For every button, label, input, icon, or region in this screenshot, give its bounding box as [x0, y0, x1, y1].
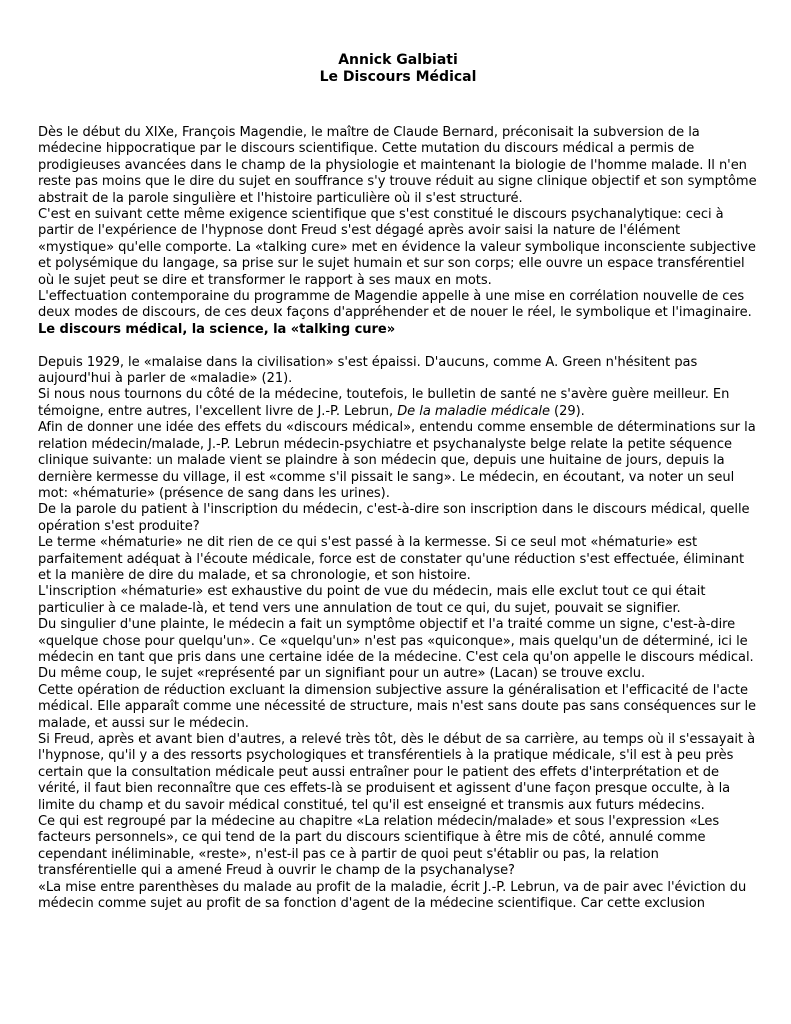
paragraph-psychanalyse: C'est en suivant cette même exigence scientifique que s'est constitué le discours psychanalytique: ceci à partir de l'expérience de l'hypnose dont Freud s'est dégagé après avoir saisi la nature de l'élément «mystique» qu'elle comporte. La «talking cure» met en évidence la valeur symbolique inconsciente subjective et polysémique du langage, sa prise sur le sujet humain et sur son corps; elle ouvre un espace transférentiel où le sujet peut se dire et transformer le rapport à ses maux en mots. [38, 207, 756, 288]
blank-line [38, 338, 758, 354]
document-body [38, 125, 758, 912]
paragraph-du-singulier: Du singulier d'une plainte, le médecin a fait un symptôme objectif et l'a traité comme un signe, c'est-à-dire «quelque chose pour quelqu'un». Ce «quelqu'un» n'est pas «quiconque», mais quelqu'un de déterminé, ici le médecin en tant que pris dans une certaine idée de la médecine. C'est cela qu'on appelle le discours médical. Du même coup, le sujet «représenté par un signifiant pour un autre» (Lacan) se trouve exclu. [38, 617, 754, 682]
paragraph-ce-qui-est: Ce qui est regroupé par la médecine au chapitre «La relation médecin/malade» et sous l'expression «Les facteurs personnels», ce qui tend de la part du discours scientifique à être mis de côté, annulé comme cependant inéliminable, «reste», n'est-il pas ce à partir de quoi peut s'établir ou pas, la relation transférentielle qui a amené Freud à ouvrir le champ de la psychanalyse? [38, 814, 720, 879]
author-name: Annick Galbiati [338, 52, 458, 68]
paragraph-le-terme: Le terme «hématurie» ne dit rien de ce qui s'est passé à la kermesse. Si ce seul mot «hématurie» est parfaitement adéquat à l'écoute médicale, force est de constater qu'une réduction s'est effectuée, éliminant et la manière de dire du malade, et sa chronologie, et son histoire. [38, 535, 745, 583]
paragraph-si-nous-citation: (29). [549, 403, 585, 419]
paragraph-depuis-1929: Depuis 1929, le «malaise dans la civilisation» s'est épaissi. D'aucuns, comme A. Green n'hésitent pas aujourd'hui à parler de «maladie» (21). [38, 354, 698, 387]
book-title: De la maladie médicale [397, 403, 550, 419]
title-block [38, 52, 758, 86]
paragraph-afin: Afin de donner une idée des effets du «discours médical», entendu comme ensemble de déterminations sur la relation médecin/malade, J.-P. Lebrun médecin-psychiatre et psychanalyste belge relate la petite séquence clinique suivante: un malade vient se plaindre à son médecin que, depuis une huitaine de jours, depuis la dernière kermesse du village, il est «comme s'il pissait le sang». Le médecin, en écoutant, va noter un seul mot: «hématurie» (présence de sang dans les urines). [38, 420, 756, 501]
paragraph-si-nous-text: Si nous nous tournons du côté de la médecine, toutefois, le bulletin de santé ne s'avère guère meilleur. En témoigne, entre autres, l'excellent livre de J.-P. Lebrun, [38, 387, 730, 419]
document-title: Le Discours Médical [319, 69, 477, 85]
paragraph-inscription: L'inscription «hématurie» est exhaustive du point de vue du médecin, mais elle exclut tout ce qui était particulier à ce malade-là, et tend vers une annulation de tout ce qui, du sujet, pouvait se signifier. [38, 584, 706, 616]
paragraph-de-la-parole: De la parole du patient à l'inscription du médecin, c'est-à-dire son inscription dans le discours médical, quelle opération s'est produite? [38, 502, 750, 534]
paragraph-magendie: Dès le début du XIXe, François Magendie, le maître de Claude Bernard, préconisait la subversion de la médecine hippocratique par le discours scientifique. Cette mutation du discours médical a permis de prodigieuses avancées dans le champ de la physiologie et maintenant la biologie de l'homme malade. Il n'en reste pas moins que le dire du sujet en souffrance s'y trouve réduit au signe clinique objectif et son symptôme abstrait de la parole singulière et l'histoire particulière où il s'est structuré. [38, 125, 757, 206]
document-page [38, 52, 758, 912]
paragraph-effectuation: L'effectuation contemporaine du programme de Magendie appelle à une mise en corrélation nouvelle de ces deux modes de discours, de ces deux façons d'appréhender et de nouer le réel, le symbolique et l'imaginaire. [38, 289, 752, 321]
paragraph-si-freud: Si Freud, après et avant bien d'autres, a relevé très tôt, dès le début de sa carrière, au temps où il s'essayait à l'hypnose, qu'il y a des ressorts psychologiques et transférentiels à la pratique médicale, s'il est à peu près certain que la consultation médicale peut aussi entraîner pour le patient des effets d'interprétation et de vérité, il faut bien reconnaître que ces effets-là se produisent et agissent d'une façon presque occulte, à la limite du champ et du savoir médical constitué, tel qu'il est enseigné et transmis aux futurs médecins. [38, 732, 756, 813]
section-heading: Le discours médical, la science, la «talking cure» [38, 321, 396, 337]
paragraph-cette-operation: Cette opération de réduction excluant la dimension subjective assure la généralisation et l'efficacité de l'acte médical. Elle apparaît comme une nécessité de structure, mais n'est sans doute pas sans conséquences sur le malade, et aussi sur le médecin. [38, 682, 757, 731]
paragraph-si-nous [38, 387, 758, 420]
paragraph-la-mise: «La mise entre parenthèses du malade au profit de la maladie, écrit J.-P. Lebrun, va de pair avec l'éviction du médecin comme sujet au profit de sa fonction d'agent de la médecine scientifique. Car cette exclusion [38, 879, 747, 912]
